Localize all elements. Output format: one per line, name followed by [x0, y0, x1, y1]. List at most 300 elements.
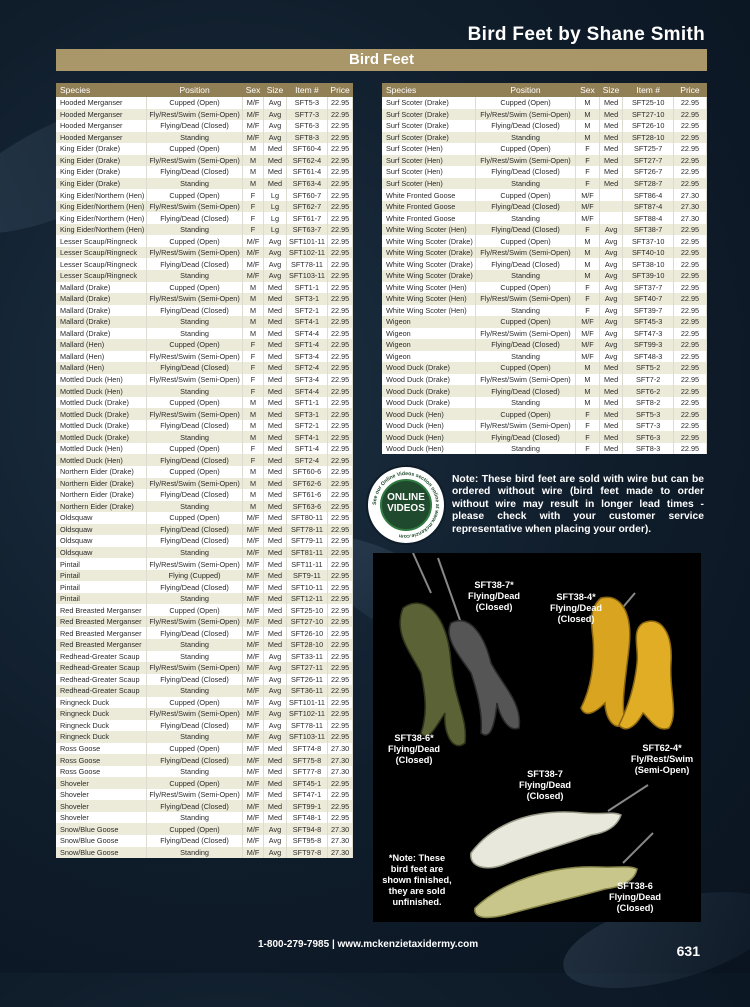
table-cell: Med [264, 489, 286, 501]
table-cell: Cupped (Open) [475, 189, 575, 201]
table-cell: SFT26-7 [623, 166, 674, 178]
table-cell: Wood Duck (Drake) [382, 362, 475, 374]
table-cell: Med [599, 97, 623, 109]
table-cell: SFT102-11 [286, 708, 328, 720]
table-cell: Avg [599, 293, 623, 305]
table-cell: Flying/Dead (Closed) [475, 339, 575, 351]
footer-contact[interactable]: 1-800-279-7985 | www.mckenzietaxidermy.com [258, 939, 479, 950]
table-cell: Avg [599, 282, 623, 294]
table-cell: Snow/Blue Goose [56, 823, 147, 835]
table-cell: 27.30 [328, 847, 353, 859]
table-cell: 22.95 [328, 316, 353, 328]
table-cell: Cupped (Open) [475, 97, 575, 109]
table-cell: Cupped (Open) [147, 282, 242, 294]
table-row [56, 789, 353, 801]
table-cell: Avg [599, 258, 623, 270]
table-row [382, 431, 707, 443]
table-cell: Avg [264, 708, 286, 720]
table-cell: Wigeon [382, 316, 475, 328]
table-cell: Avg [599, 247, 623, 259]
table-cell: Med [599, 443, 623, 455]
table-cell: F [242, 351, 264, 363]
table-cell: F [242, 374, 264, 386]
photo-label-code: SFT38-7* [474, 580, 514, 590]
table-cell: Cupped (Open) [147, 97, 242, 109]
table-cell: 27.30 [328, 743, 353, 755]
table-cell: SFT48-1 [286, 812, 328, 824]
table-cell: Standing [147, 547, 242, 559]
table-cell: SFT26-10 [623, 120, 674, 132]
table-cell: Standing [147, 385, 242, 397]
table-cell: M/F [242, 616, 264, 628]
table-cell: Fly/Rest/Swim (Semi-Open) [147, 789, 242, 801]
table-row [382, 362, 707, 374]
table-cell: Oldsquaw [56, 524, 147, 536]
table-cell: 22.95 [328, 466, 353, 478]
table-cell: 22.95 [673, 328, 706, 340]
table-cell: SFT25-7 [623, 143, 674, 155]
table-cell: Med [264, 362, 286, 374]
table-row [56, 835, 353, 847]
table-cell: Cupped (Open) [147, 512, 242, 524]
table-cell: 27.30 [673, 201, 706, 213]
table-cell: SFT103-11 [286, 270, 328, 282]
table-cell: Avg [264, 662, 286, 674]
table-cell: King Eider/Northern (Hen) [56, 189, 147, 201]
photo-label-line: Flying/Dead [608, 892, 662, 902]
table-cell: 22.95 [328, 282, 353, 294]
table-row [382, 235, 707, 247]
table-cell: 22.95 [328, 651, 353, 663]
table-cell: M/F [242, 639, 264, 651]
table-row [56, 316, 353, 328]
table-cell: M [242, 155, 264, 167]
table-cell: Pintail [56, 581, 147, 593]
table-cell: Fly/Rest/Swim (Semi-Open) [147, 662, 242, 674]
table-cell: M [242, 328, 264, 340]
table-cell: 22.95 [328, 212, 353, 224]
table-cell: Med [264, 305, 286, 317]
table-cell: SFT6-2 [623, 385, 674, 397]
table-cell: Flying/Dead (Closed) [475, 431, 575, 443]
table-cell: SFT4-1 [286, 431, 328, 443]
table-cell: SFT2-4 [286, 454, 328, 466]
table-cell: M [242, 178, 264, 190]
online-videos-badge[interactable] [368, 467, 444, 543]
table-cell: Flying/Dead (Closed) [147, 535, 242, 547]
table-cell: Med [264, 743, 286, 755]
column-header: Price [328, 83, 353, 97]
table-cell: Shoveler [56, 789, 147, 801]
table-cell: White Wing Scoter (Hen) [382, 293, 475, 305]
table-cell: Standing [475, 270, 575, 282]
table-header-row [56, 83, 353, 97]
table-cell: Fly/Rest/Swim (Semi-Open) [147, 247, 242, 259]
table-cell: SFT101-11 [286, 697, 328, 709]
table-cell: SFT7-2 [623, 374, 674, 386]
table-cell: SFT27-10 [623, 109, 674, 121]
table-row [56, 362, 353, 374]
table-row [56, 512, 353, 524]
table-cell: Ross Goose [56, 743, 147, 755]
table-cell: Med [264, 351, 286, 363]
table-row [382, 109, 707, 121]
table-row [382, 316, 707, 328]
table-cell: F [576, 420, 599, 432]
table-row [56, 558, 353, 570]
table-cell: Avg [264, 97, 286, 109]
table-cell: SFT25-10 [623, 97, 674, 109]
table-cell: Avg [264, 247, 286, 259]
table-cell: Mallard (Drake) [56, 282, 147, 294]
table-cell: Med [264, 570, 286, 582]
table-cell: Oldsquaw [56, 512, 147, 524]
table-row [382, 270, 707, 282]
table-cell: Med [599, 166, 623, 178]
table-row [56, 604, 353, 616]
table-row [56, 466, 353, 478]
table-row [382, 166, 707, 178]
table-row [56, 328, 353, 340]
table-cell: M/F [242, 97, 264, 109]
foot-sft38-7-unfinished [471, 812, 621, 868]
table-cell: 22.95 [328, 362, 353, 374]
table-cell: M/F [242, 235, 264, 247]
page-title: Bird Feet by Shane Smith [467, 24, 705, 45]
table-cell: Avg [264, 685, 286, 697]
wire-note [452, 474, 704, 536]
table-cell: 22.95 [673, 143, 706, 155]
table-cell: 22.95 [328, 339, 353, 351]
table-cell: Avg [264, 823, 286, 835]
table-cell: Med [264, 293, 286, 305]
table-cell: M [242, 143, 264, 155]
table-cell: Mallard (Drake) [56, 316, 147, 328]
table-cell: Avg [599, 351, 623, 363]
table-cell: M/F [242, 697, 264, 709]
table-row [56, 777, 353, 789]
table-cell: F [576, 431, 599, 443]
table-cell: White Wing Scoter (Hen) [382, 282, 475, 294]
table-cell: Surf Scoter (Drake) [382, 132, 475, 144]
table-cell: SFT25-10 [286, 604, 328, 616]
table-cell: Fly/Rest/Swim (Semi-Open) [475, 109, 575, 121]
table-cell: M [576, 362, 599, 374]
table-cell: Cupped (Open) [147, 466, 242, 478]
table-cell: Mottled Duck (Drake) [56, 397, 147, 409]
table-cell: SFT47-3 [623, 328, 674, 340]
table-cell: 22.95 [328, 293, 353, 305]
table-cell: Med [599, 431, 623, 443]
table-cell: M [576, 247, 599, 259]
table-cell: SFT2-4 [286, 362, 328, 374]
table-cell: Med [264, 535, 286, 547]
table-cell: Cupped (Open) [147, 823, 242, 835]
table-cell: SFT62-7 [286, 201, 328, 213]
column-header: Position [147, 83, 242, 97]
table-row [56, 754, 353, 766]
table-cell: SFT77-8 [286, 766, 328, 778]
table-cell: 22.95 [328, 189, 353, 201]
table-cell: 22.95 [328, 570, 353, 582]
table-cell: Northern Eider (Drake) [56, 478, 147, 490]
table-cell: M/F [576, 339, 599, 351]
table-cell: Standing [147, 132, 242, 144]
table-row [382, 305, 707, 317]
table-cell: Med [599, 178, 623, 190]
table-cell: Cupped (Open) [147, 235, 242, 247]
photo-label-line: Flying/Dead [518, 780, 572, 790]
table-cell: Avg [264, 120, 286, 132]
table-row [56, 823, 353, 835]
table-cell: Flying/Dead (Closed) [147, 362, 242, 374]
table-cell: SFT62-6 [286, 478, 328, 490]
table-row [56, 535, 353, 547]
table-cell: Ringneck Duck [56, 720, 147, 732]
table-cell: 22.95 [328, 674, 353, 686]
table-cell: M [242, 478, 264, 490]
table-cell: M/F [576, 212, 599, 224]
table-cell: Avg [599, 328, 623, 340]
table-cell: SFT3-1 [286, 293, 328, 305]
table-cell: Med [264, 282, 286, 294]
table-cell: SFT36-11 [286, 685, 328, 697]
table-cell: 22.95 [328, 524, 353, 536]
table-cell: Med [599, 109, 623, 121]
table-cell: Cupped (Open) [475, 408, 575, 420]
table-cell: F [242, 385, 264, 397]
table-cell: Med [264, 374, 286, 386]
table-cell: Lesser Scaup/Ringneck [56, 270, 147, 282]
photo-label [625, 743, 699, 776]
table-cell: M/F [242, 766, 264, 778]
table-row [56, 247, 353, 259]
table-cell: M [576, 109, 599, 121]
table-cell: Flying/Dead (Closed) [147, 166, 242, 178]
table-cell: 22.95 [328, 270, 353, 282]
table-cell: SFT87-4 [623, 201, 674, 213]
table-cell: Ross Goose [56, 766, 147, 778]
table-row [56, 454, 353, 466]
table-row [56, 408, 353, 420]
table-cell: SFT6-3 [623, 431, 674, 443]
table-row [382, 351, 707, 363]
table-cell: SFT11-11 [286, 558, 328, 570]
table-cell: SFT26-11 [286, 674, 328, 686]
table-cell: Fly/Rest/Swim (Semi-Open) [475, 420, 575, 432]
table-cell: M [242, 466, 264, 478]
table-cell: Flying/Dead (Closed) [147, 305, 242, 317]
table-cell: Flying/Dead (Closed) [147, 120, 242, 132]
table-cell: 22.95 [328, 662, 353, 674]
table-cell: F [576, 408, 599, 420]
table-cell: Med [264, 166, 286, 178]
table-cell: Pintail [56, 558, 147, 570]
table-cell: M/F [576, 316, 599, 328]
table-row [382, 189, 707, 201]
table-cell: Avg [264, 132, 286, 144]
table-row [382, 408, 707, 420]
table-cell: M [242, 305, 264, 317]
table-cell: M/F [242, 708, 264, 720]
table-cell: Avg [264, 235, 286, 247]
photo-label [379, 733, 449, 766]
table-cell: SFT2-1 [286, 305, 328, 317]
table-row [56, 639, 353, 651]
table-cell: Standing [147, 847, 242, 859]
table-cell: 27.30 [328, 754, 353, 766]
table-row [382, 374, 707, 386]
table-cell: White Wing Scoter (Drake) [382, 247, 475, 259]
table-cell: M/F [242, 604, 264, 616]
table-cell: Standing [147, 431, 242, 443]
table-cell: SFT4-4 [286, 385, 328, 397]
table-cell: 22.95 [328, 685, 353, 697]
table-row [56, 627, 353, 639]
table-cell: SFT27-7 [623, 155, 674, 167]
table-cell: SFT60-6 [286, 466, 328, 478]
table-row [56, 731, 353, 743]
photo-label-code: SFT38-7 [527, 769, 563, 779]
table-row [56, 224, 353, 236]
table-cell: M/F [242, 593, 264, 605]
table-cell: Med [599, 155, 623, 167]
table-row [56, 189, 353, 201]
section-banner: Bird Feet [56, 49, 707, 71]
table-cell: M [242, 282, 264, 294]
table-cell: M/F [576, 189, 599, 201]
table-cell: Pintail [56, 570, 147, 582]
table-cell: Red Breasted Merganser [56, 639, 147, 651]
table-cell: SFT8-3 [623, 443, 674, 455]
table-cell: Mottled Duck (Hen) [56, 385, 147, 397]
table-row [56, 305, 353, 317]
table-cell: Wood Duck (Hen) [382, 431, 475, 443]
table-cell: M/F [242, 812, 264, 824]
table-cell: Wigeon [382, 339, 475, 351]
table-row [382, 328, 707, 340]
table-row [56, 235, 353, 247]
photo-label [509, 769, 581, 802]
photo-label-line: Flying/Dead [467, 591, 521, 601]
table-cell: 22.95 [328, 731, 353, 743]
table-cell: Fly/Rest/Swim (Semi-Open) [475, 328, 575, 340]
table-cell: Standing [475, 212, 575, 224]
table-cell: Lesser Scaup/Ringneck [56, 258, 147, 270]
table-cell: M [242, 293, 264, 305]
table-cell: 22.95 [328, 535, 353, 547]
table-row [56, 97, 353, 109]
table-cell: SFT3-4 [286, 351, 328, 363]
table-cell: Med [599, 385, 623, 397]
table-cell: SFT97-8 [286, 847, 328, 859]
table-cell: M/F [242, 777, 264, 789]
table-cell: Med [264, 627, 286, 639]
table-cell: Surf Scoter (Hen) [382, 166, 475, 178]
table-cell: 22.95 [328, 593, 353, 605]
table-cell: F [576, 224, 599, 236]
table-cell: Standing [147, 685, 242, 697]
table-cell: Med [264, 800, 286, 812]
table-cell: Red Breasted Merganser [56, 627, 147, 639]
table-cell: Med [264, 581, 286, 593]
table-cell: M/F [242, 120, 264, 132]
table-cell: Med [264, 766, 286, 778]
table-cell: M/F [242, 743, 264, 755]
table-cell: SFT7-3 [286, 109, 328, 121]
table-cell: Hooded Merganser [56, 97, 147, 109]
note-label: Note: [452, 474, 479, 485]
table-cell: M [242, 408, 264, 420]
table-cell: 22.95 [673, 224, 706, 236]
table-cell: Shoveler [56, 800, 147, 812]
table-cell: 22.95 [328, 247, 353, 259]
table-cell: King Eider/Northern (Hen) [56, 224, 147, 236]
table-cell: Surf Scoter (Drake) [382, 120, 475, 132]
table-row [56, 662, 353, 674]
table-cell: SFT102-11 [286, 247, 328, 259]
table-cell: M [242, 316, 264, 328]
table-cell: Med [264, 339, 286, 351]
table-cell: M [242, 397, 264, 409]
table-cell: M/F [242, 662, 264, 674]
table-cell: 22.95 [328, 581, 353, 593]
table-cell: F [576, 178, 599, 190]
table-cell: 22.95 [328, 627, 353, 639]
table-cell: SFT40-7 [623, 293, 674, 305]
table-cell: SFT80-11 [286, 512, 328, 524]
bird-feet-photo [373, 553, 701, 922]
table-cell: Red Breasted Merganser [56, 616, 147, 628]
table-cell: 27.30 [328, 835, 353, 847]
table-cell: King Eider/Northern (Hen) [56, 201, 147, 213]
table-cell: Northern Eider (Drake) [56, 489, 147, 501]
table-row [56, 351, 353, 363]
table-cell: Wood Duck (Drake) [382, 385, 475, 397]
table-cell: Standing [147, 812, 242, 824]
table-cell: Shoveler [56, 777, 147, 789]
table-cell: Snow/Blue Goose [56, 847, 147, 859]
table-cell: SFT10-11 [286, 581, 328, 593]
table-cell: 27.30 [328, 823, 353, 835]
table-cell: 22.95 [328, 547, 353, 559]
table-cell: Cupped (Open) [147, 697, 242, 709]
table-cell: Med [599, 420, 623, 432]
table-row [56, 374, 353, 386]
table-cell: M/F [242, 558, 264, 570]
table-cell: SFT26-10 [286, 627, 328, 639]
table-row [382, 443, 707, 455]
table-cell: Standing [147, 270, 242, 282]
table-cell: SFT61-6 [286, 489, 328, 501]
table-cell: SFT5-3 [286, 97, 328, 109]
table-cell: White Wing Scoter (Drake) [382, 235, 475, 247]
table-cell: Flying/Dead (Closed) [147, 754, 242, 766]
table-cell: 22.95 [328, 512, 353, 524]
table-cell: Med [264, 524, 286, 536]
table-cell: Northern Eider (Drake) [56, 466, 147, 478]
table-row [382, 212, 707, 224]
table-cell: Standing [147, 501, 242, 513]
table-row [56, 270, 353, 282]
table-cell: Flying/Dead (Closed) [475, 258, 575, 270]
column-header: Item # [623, 83, 674, 97]
table-cell: Avg [599, 235, 623, 247]
table-cell: Med [264, 431, 286, 443]
table-cell: M [576, 258, 599, 270]
table-cell: SFT45-3 [623, 316, 674, 328]
table-cell: Avg [264, 674, 286, 686]
